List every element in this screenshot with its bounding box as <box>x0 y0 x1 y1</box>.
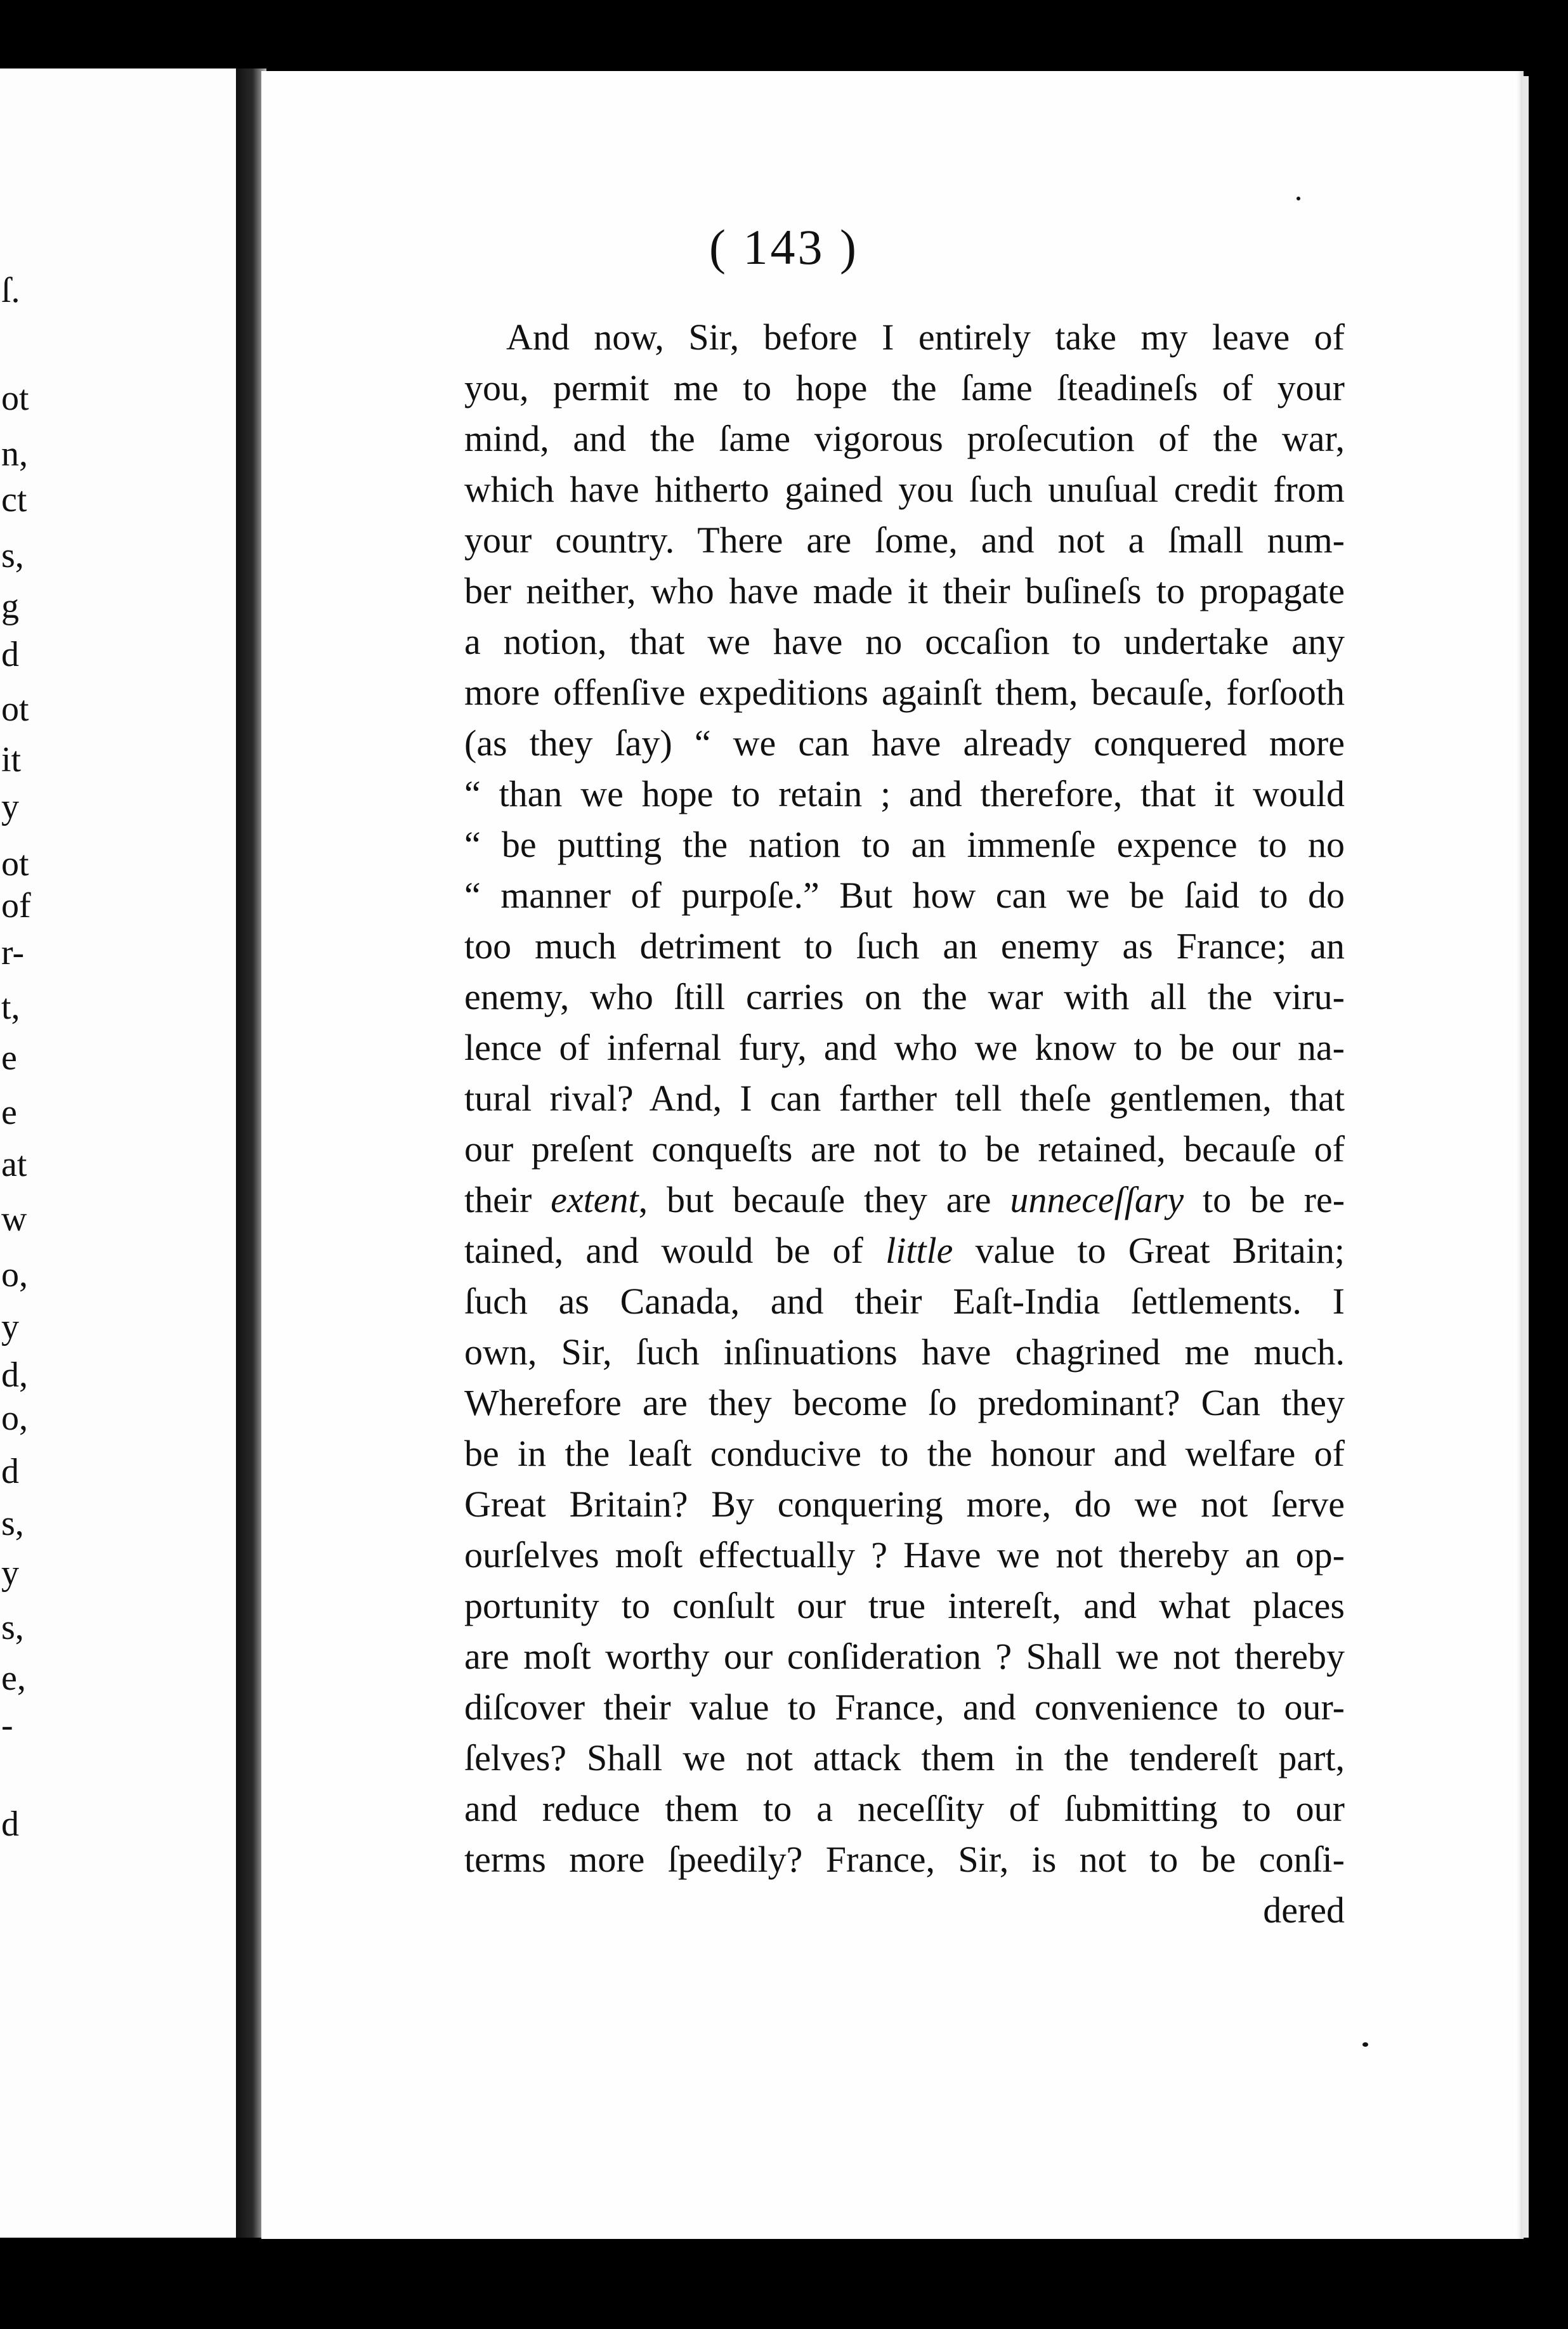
text-line: enemy, who ſtill carries on the war with all the viru- <box>464 976 1345 1017</box>
text-line: tural rival? And, I can farther tell theſe gentlemen, that <box>464 1078 1345 1119</box>
text-line: own, Sir, ſuch inſinuations have chagrined me much. <box>464 1331 1345 1373</box>
text-line: you, permit me to hope the ſame ſteadineſs of your <box>464 367 1345 408</box>
margin-fragment: o, <box>1 1255 28 1295</box>
page-text <box>464 312 1345 1936</box>
text-line: ſelves? Shall we not attack them in the tendereſt part, <box>464 1737 1345 1778</box>
page-edge <box>1522 76 1529 2238</box>
text-segment: their <box>464 1179 551 1220</box>
ink-speck <box>1362 2042 1368 2047</box>
text-line: your country. There are ſome, and not a ſmall num- <box>464 519 1345 561</box>
margin-fragment: t, <box>1 988 20 1027</box>
text-line: too much detriment to ſuch an enemy as France; an <box>464 925 1345 967</box>
text-line: more offenſive expeditions againſt them, becauſe, forſooth <box>464 672 1345 713</box>
margin-fragment: d, <box>1 1355 28 1395</box>
italic-word: unneceſſary <box>1010 1179 1184 1220</box>
text-segment: value to Great Britain; <box>953 1230 1345 1271</box>
text-line: are moſt worthy our conſideration ? Shall we not thereby <box>464 1636 1345 1677</box>
text-line: ourſelves moſt effectually ? Have we not thereby an op- <box>464 1534 1345 1576</box>
text-line: be in the leaſt conducive to the honour and welfare of <box>464 1433 1345 1474</box>
text-line: “ than we hope to retain ; and therefore, that it would <box>464 773 1345 814</box>
text-line: “ be putting the nation to an immenſe expence to no <box>464 824 1345 865</box>
text-segment: to be re- <box>1184 1179 1345 1220</box>
margin-fragment: s, <box>1 536 24 575</box>
margin-fragment: ſ. <box>1 271 20 310</box>
catchword: dered <box>1263 1889 1345 1931</box>
margin-fragment: s, <box>1 1608 24 1647</box>
italic-word: extent <box>551 1179 639 1220</box>
margin-fragment: s, <box>1 1504 24 1543</box>
margin-fragment: ot <box>1 379 29 418</box>
margin-fragment: ct <box>1 480 27 519</box>
previous-page-edge <box>0 68 236 2238</box>
text-line: Wherefore are they become ſo predominant? Can they <box>464 1382 1345 1423</box>
italic-word: little <box>885 1230 953 1271</box>
page-number: ( 143 ) <box>709 219 859 275</box>
text-line: ſuch as Canada, and their Eaſt-India ſettlements. I <box>464 1281 1345 1322</box>
margin-fragment: ot <box>1 689 29 729</box>
text-line: diſcover their value to France, and convenience to our- <box>464 1686 1345 1728</box>
text-line <box>464 1225 1345 1276</box>
margin-fragment: - <box>1 1706 13 1745</box>
margin-fragment: e, <box>1 1659 26 1698</box>
text-line <box>464 1175 1345 1225</box>
text-line: terms more ſpeedily? France, Sir, is not to be conſi- <box>464 1839 1345 1880</box>
margin-fragment: y <box>1 1553 19 1593</box>
text-line: “ manner of purpoſe.” But how can we be ſaid to do <box>464 875 1345 916</box>
margin-fragment: at <box>1 1145 27 1184</box>
text-line: Great Britain? By conquering more, do we not ſerve <box>464 1484 1345 1525</box>
text-segment: , but becauſe they are <box>638 1179 1010 1220</box>
text-line: a notion, that we have no occaſion to undertake any <box>464 621 1345 662</box>
text-line: ber neither, who have made it their buſineſs to propagate <box>464 570 1345 611</box>
margin-fragment: d <box>1 1804 19 1844</box>
margin-fragment: g <box>1 587 19 626</box>
margin-fragment: e <box>1 1093 17 1132</box>
margin-fragment: d <box>1 1452 19 1491</box>
text-line: mind, and the ſame vigorous proſecution of the war, <box>464 418 1345 459</box>
text-line: our preſent conqueſts are not to be retained, becauſe of <box>464 1128 1345 1170</box>
text-segment: tained, and would be of <box>464 1230 886 1271</box>
margin-fragment: d <box>1 635 19 674</box>
text-line: and reduce them to a neceſſity of ſubmitting to our <box>464 1788 1345 1829</box>
margin-fragment: r- <box>1 933 25 972</box>
margin-fragment: y <box>1 1307 19 1347</box>
text-line: which have hitherto gained you ſuch unuſual credit from <box>464 469 1345 510</box>
text-line: lence of infernal fury, and who we know to be our na- <box>464 1027 1345 1068</box>
text-line: (as they ſay) “ we can have already conquered more <box>464 722 1345 764</box>
ink-speck <box>1297 197 1300 200</box>
margin-fragment: w <box>1 1199 27 1239</box>
margin-fragment: ot <box>1 844 29 884</box>
margin-fragment: e <box>1 1038 17 1078</box>
margin-fragment: o, <box>1 1399 28 1438</box>
text-line: portunity to conſult our true intereſt, and what places <box>464 1585 1345 1626</box>
margin-fragment: it <box>1 740 22 780</box>
text-line: And now, Sir, before I entirely take my leave of <box>506 316 1345 358</box>
margin-fragment: n, <box>1 434 28 474</box>
margin-fragment: y <box>1 787 19 826</box>
margin-fragment: of <box>1 886 31 925</box>
